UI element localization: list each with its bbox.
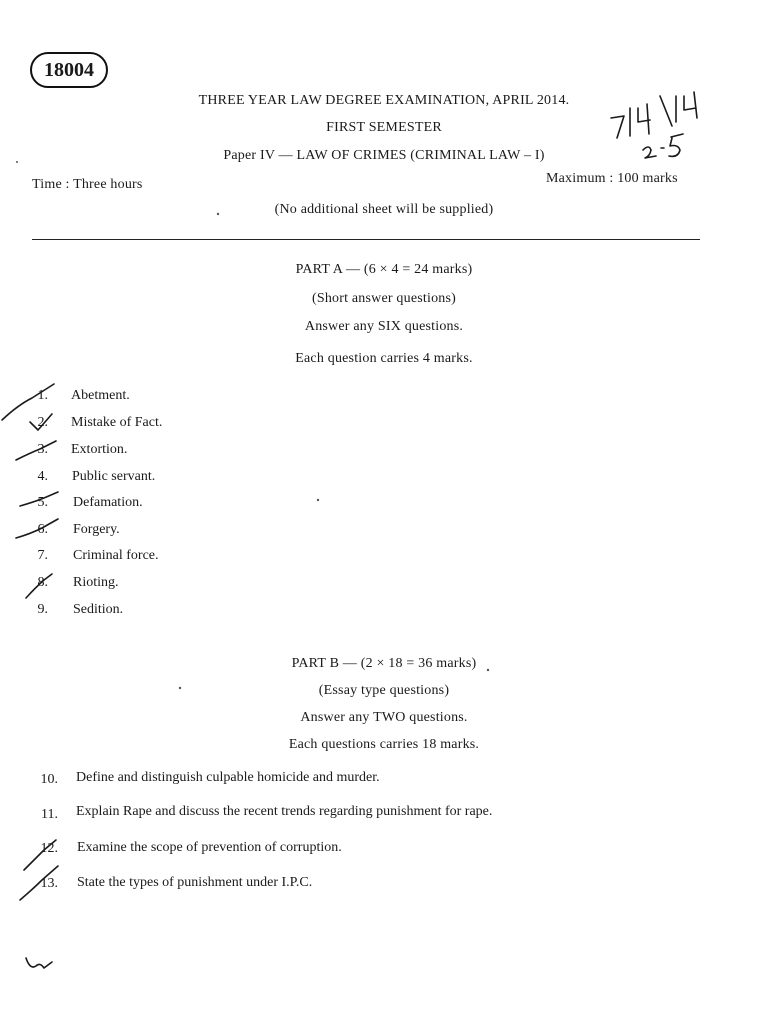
question-text: Extortion. <box>71 442 128 457</box>
question-text: Sedition. <box>73 602 124 617</box>
question-text: Explain Rape and discuss the recent trends regarding punishment for rape. <box>76 804 493 819</box>
question-number: 12. <box>40 841 58 856</box>
part-b-instruction: Answer any TWO questions. <box>300 710 468 725</box>
question-number: 3. <box>37 442 48 457</box>
checkmark-q2 <box>30 414 52 430</box>
no-additional-sheet-note: (No additional sheet will be supplied) <box>274 202 494 217</box>
exam-title: THREE YEAR LAW DEGREE EXAMINATION, APRIL 2014. <box>198 93 570 108</box>
question-text: Public servant. <box>72 469 156 484</box>
question-number: 9. <box>37 602 48 617</box>
question-number: 1. <box>37 388 48 403</box>
question-number: 13. <box>40 876 58 891</box>
part-b-subtitle: (Essay type questions) <box>318 683 450 698</box>
checkmark-q1 <box>2 384 54 420</box>
checkmark-q3 <box>16 441 56 460</box>
question-number: 8. <box>37 575 48 590</box>
question-number: 5. <box>37 495 48 510</box>
part-a-marks-note: Each question carries 4 marks. <box>295 351 473 366</box>
question-number: 10. <box>40 772 58 787</box>
part-b-title: PART B — (2 × 18 = 36 marks) <box>291 656 477 671</box>
handwritten-scribble <box>26 958 52 968</box>
paper-title: Paper IV — LAW OF CRIMES (CRIMINAL LAW – I) <box>223 148 545 163</box>
question-number: 4. <box>37 469 48 484</box>
max-marks-label: Maximum : 100 marks <box>546 171 678 186</box>
question-number: 7. <box>37 548 48 563</box>
checkmark-q5 <box>20 492 58 506</box>
question-text: Forgery. <box>73 522 120 537</box>
semester-label: FIRST SEMESTER <box>326 120 442 135</box>
part-a-subtitle: (Short answer questions) <box>311 291 456 306</box>
checkmark-q8 <box>26 574 52 598</box>
question-text: Abetment. <box>71 388 130 403</box>
paper-code: 18004 <box>44 58 94 81</box>
question-text: Defamation. <box>73 495 143 510</box>
part-a-instruction: Answer any SIX questions. <box>304 319 464 334</box>
part-b-marks-note: Each questions carries 18 marks. <box>288 737 480 752</box>
question-text: Mistake of Fact. <box>71 415 163 430</box>
question-number: 6. <box>37 522 48 537</box>
question-text: Define and distinguish culpable homicide and murder. <box>76 770 380 785</box>
checkmark-q12 <box>24 840 56 870</box>
time-label: Time : Three hours <box>32 177 143 192</box>
question-text: Criminal force. <box>73 548 159 563</box>
handwritten-date-mark <box>611 116 624 138</box>
checkmark-q13 <box>20 866 58 900</box>
question-number: 2. <box>37 415 48 430</box>
question-number: 11. <box>41 807 58 822</box>
question-text: State the types of punishment under I.P.C. <box>77 875 313 890</box>
part-a-title: PART A — (6 × 4 = 24 marks) <box>295 262 473 277</box>
question-text: Rioting. <box>73 575 119 590</box>
checkmark-q6 <box>16 519 58 538</box>
question-text: Examine the scope of prevention of corruption. <box>77 840 342 855</box>
